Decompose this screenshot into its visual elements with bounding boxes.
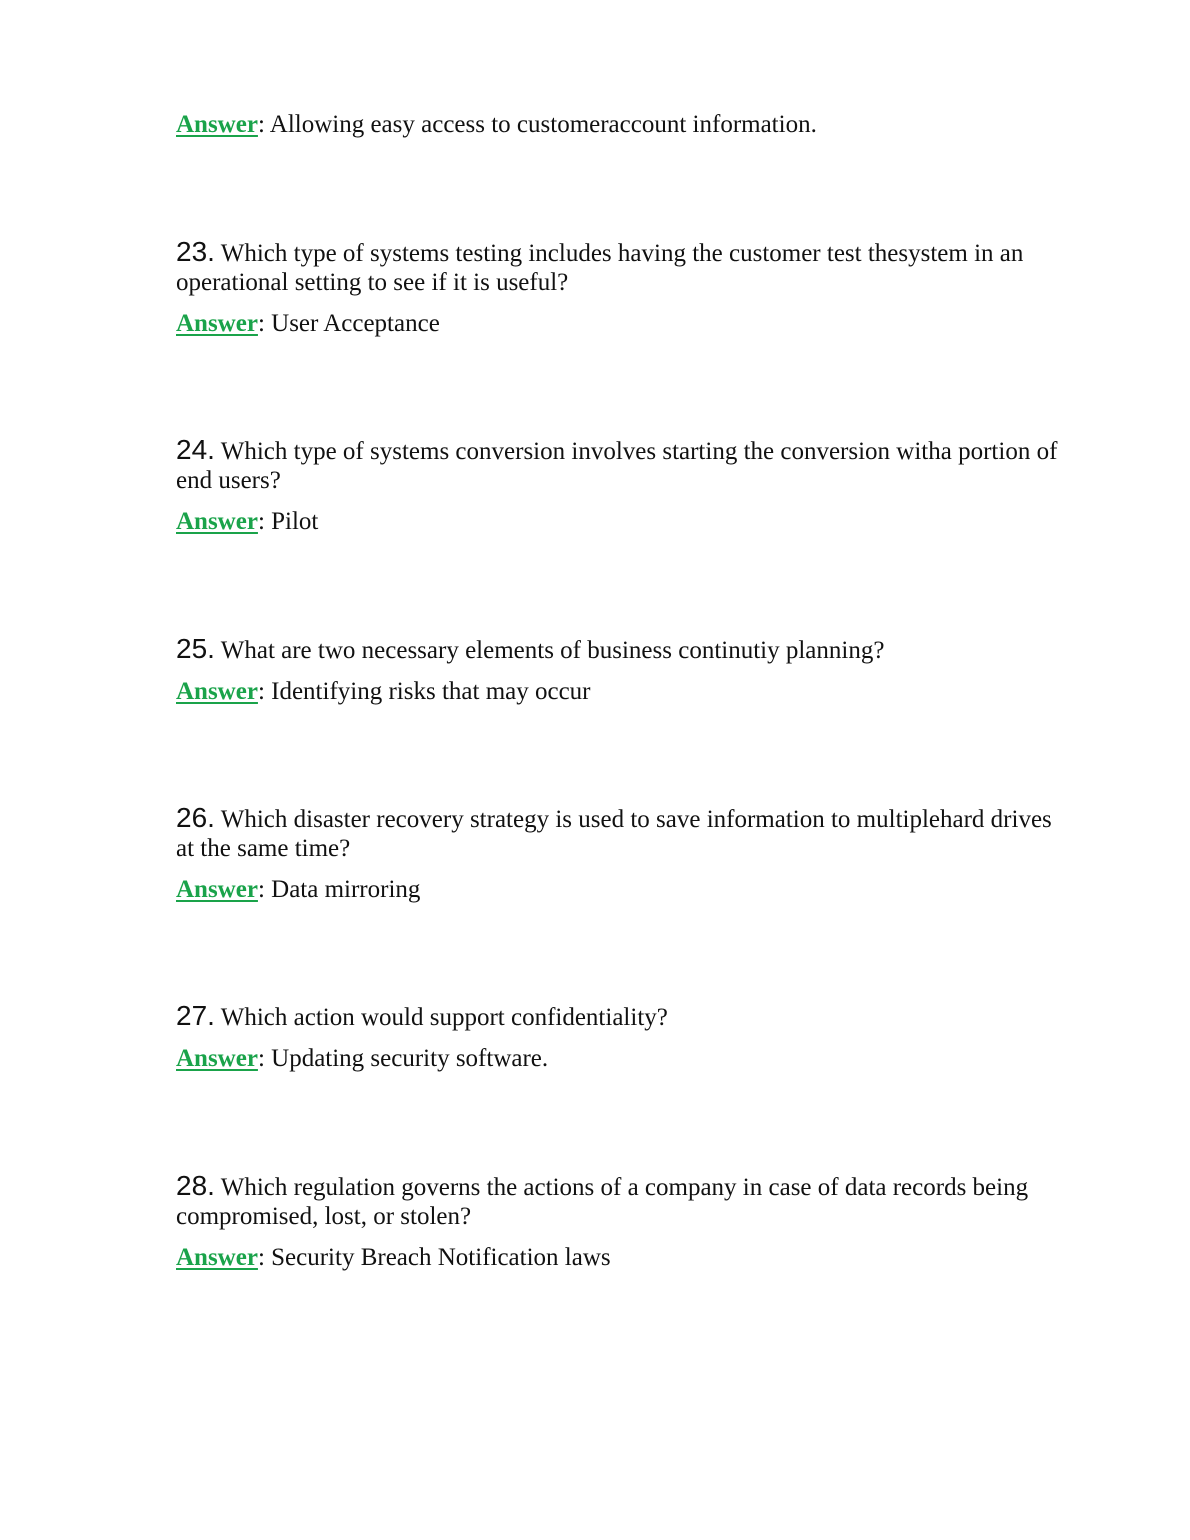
answer-label: Answer	[176, 876, 258, 903]
answer-line	[176, 1044, 1066, 1073]
answer-separator: :	[257, 508, 272, 535]
question-text: What are two necessary elements of business continutiy planning?	[220, 637, 885, 664]
answer-label: Answer	[176, 678, 258, 705]
qa-block-28	[176, 1171, 1066, 1272]
question-number: 26.	[176, 802, 215, 833]
question-number: 23.	[176, 236, 215, 267]
question-text: Which type of systems conversion involves starting the conversion witha portion of end users?	[176, 438, 1058, 494]
answer-separator: :	[257, 111, 270, 138]
question-text: Which action would support confidentiality?	[220, 1004, 668, 1031]
answer-separator: :	[257, 1244, 272, 1271]
qa-block-26	[176, 803, 1066, 904]
answer-text: Pilot	[271, 508, 319, 535]
answer-block-22	[176, 110, 1066, 139]
answer-separator: :	[257, 876, 272, 903]
question-line	[176, 1171, 1066, 1231]
question-text: Which type of systems testing includes having the customer test thesystem in an operational setting to see if it is useful?	[176, 240, 1024, 296]
question-number: 27.	[176, 1000, 215, 1031]
question-line	[176, 1001, 1066, 1032]
answer-line	[176, 677, 1066, 706]
answer-line	[176, 1243, 1066, 1272]
answer-label: Answer	[176, 508, 258, 535]
answer-line	[176, 309, 1066, 338]
answer-text: User Acceptance	[271, 310, 440, 337]
question-line	[176, 803, 1066, 863]
answer-label: Answer	[176, 1244, 258, 1271]
answer-text: Security Breach Notification laws	[271, 1244, 611, 1271]
answer-line	[176, 110, 1066, 139]
answer-text: Data mirroring	[271, 876, 421, 903]
answer-label: Answer	[176, 310, 258, 337]
answer-label: Answer	[176, 1045, 258, 1072]
question-line	[176, 435, 1066, 495]
answer-text: Identifying risks that may occur	[271, 678, 591, 705]
question-number: 24.	[176, 434, 215, 465]
qa-block-25	[176, 634, 1066, 706]
answer-text: Allowing easy access to customeraccount information.	[269, 111, 817, 138]
question-text: Which regulation governs the actions of a company in case of data records being compromised, lost, or stolen?	[176, 1174, 1029, 1230]
question-text: Which disaster recovery strategy is used to save information to multiplehard drives at the same time?	[176, 806, 1052, 862]
answer-line	[176, 507, 1066, 536]
qa-block-24	[176, 435, 1066, 536]
question-number: 28.	[176, 1170, 215, 1201]
answer-separator: :	[257, 1045, 272, 1072]
answer-separator: :	[257, 310, 272, 337]
answer-text: Updating security software.	[271, 1045, 549, 1072]
qa-block-23	[176, 237, 1066, 338]
qa-block-27	[176, 1001, 1066, 1073]
answer-line	[176, 875, 1066, 904]
question-line	[176, 634, 1066, 665]
question-line	[176, 237, 1066, 297]
answer-label: Answer	[176, 111, 258, 138]
answer-separator: :	[257, 678, 272, 705]
question-number: 25.	[176, 633, 215, 664]
